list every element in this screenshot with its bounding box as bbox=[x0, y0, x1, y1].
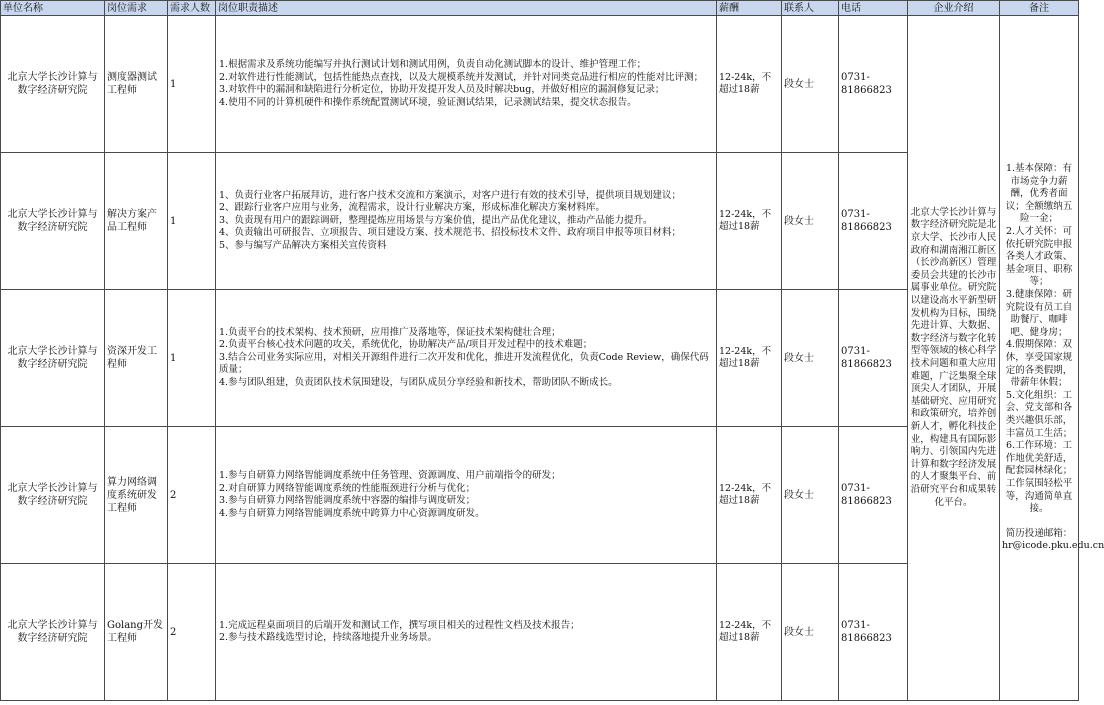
salary-cell: 12-24k，不超过18薪 bbox=[717, 427, 782, 564]
spacer bbox=[1002, 516, 1076, 528]
remark-line: 1.基本保障：有市场竞争力薪酬，优秀者面议；全额缴纳五险一金； bbox=[1005, 163, 1073, 225]
count-cell: 1 bbox=[168, 16, 216, 153]
salary-cell: 12-24k，不超过18薪 bbox=[717, 153, 782, 290]
header-phone: 电话 bbox=[839, 1, 908, 16]
company-intro-cell: 北京大学长沙计算与数字经济研究院是北京大学、长沙市人民政府和湖南湘江新区（长沙高新区）管理委员会共建的长沙市属事业单位。研究院以建设高水平新型研发机构为目标，围绕先进计算、大数据、数字经济与数字化转型等领域的核心科学技术问题和重大应用难题，广泛集聚全球顶尖人才团队，开展基础研究、应用研究和政策研究，培养创新人才，孵化科技企业，构建具有国际影响力、引领国内先进计算和数字经济发展的人才聚集平台、前沿研究平台和成果转化平台。 bbox=[908, 16, 1000, 701]
duty-line: 2.参与技术路线选型讨论，持续落地提升业务场景。 bbox=[219, 632, 438, 643]
duty-line: 4.参与自研算力网络智能调度系统中跨算力中心资源调度研发。 bbox=[219, 507, 485, 519]
email-link[interactable]: hr@icode.pku.edu.cn bbox=[1002, 540, 1104, 552]
phone-cell: 0731-81866823 bbox=[839, 16, 908, 153]
remark-line: 6.工作环境：工作地优美舒适，配套园林绿化；工作氛围轻松平等，沟通简单直接。 bbox=[1005, 440, 1073, 515]
position-cell: 算力网络调度系统研发工程师 bbox=[105, 427, 168, 564]
count-cell: 2 bbox=[168, 427, 216, 564]
duties-cell bbox=[216, 427, 717, 564]
duty-line: 3、负责现有用户的跟踪调研，整理提炼应用场景与方案价值，提出产品优化建议，推动产品能力提升。 bbox=[219, 214, 653, 226]
header-company-intro: 企业介绍 bbox=[908, 1, 1000, 16]
phone-cell: 0731-81866823 bbox=[839, 290, 908, 427]
position-cell: 测度器测试工程师 bbox=[105, 16, 168, 153]
salary-cell: 12-24k，不超过18薪 bbox=[717, 564, 782, 701]
table-row bbox=[1, 16, 1079, 153]
header-row bbox=[1, 1, 1079, 16]
email-label: 简历投递邮箱： bbox=[1005, 527, 1073, 539]
duty-line: 2.负责平台核心技术问题的攻关，系统优化，协助解决产品/项目开发过程中的技术难题； bbox=[219, 339, 593, 351]
remarks-cell bbox=[1000, 16, 1104, 701]
header-unit: 单位名称 bbox=[1, 1, 105, 16]
remark-line: 5.文化组织：工会、党支部和各类兴趣俱乐部，丰富员工生活； bbox=[1005, 389, 1073, 439]
duty-line: 3.对软件中的漏洞和缺陷进行分析定位，协助开发提开发人员及时解决bug，并做好相应的漏洞修复记录； bbox=[219, 84, 665, 95]
duty-line: 3.结合公司业务实际应用，对相关开源组件进行二次开发和优化，推进开发流程优化，负责Code Review，确保代码质量； bbox=[219, 351, 709, 376]
unit-cell: 北京大学长沙计算与数字经济研究院 bbox=[1, 290, 105, 427]
duty-line: 2.对自研算力网络智能调度系统的性能瓶颈进行分析与优化； bbox=[219, 482, 476, 494]
count-cell: 1 bbox=[168, 153, 216, 290]
count-cell: 1 bbox=[168, 290, 216, 427]
phone-cell: 0731-81866823 bbox=[839, 427, 908, 564]
unit-cell: 北京大学长沙计算与数字经济研究院 bbox=[1, 427, 105, 564]
header-salary: 薪酬 bbox=[717, 1, 782, 16]
duty-line: 2.对软件进行性能测试，包括性能热点查找，以及大规模系统并发测试，并针对同类竞品进行相应的性能对比评测； bbox=[219, 71, 704, 83]
duties-cell bbox=[216, 16, 717, 153]
unit-cell: 北京大学长沙计算与数字经济研究院 bbox=[1, 153, 105, 290]
duty-line: 3.参与自研算力网络智能调度系统中容器的编排与调度研发； bbox=[219, 495, 476, 506]
unit-cell: 北京大学长沙计算与数字经济研究院 bbox=[1, 16, 105, 153]
phone-cell: 0731-81866823 bbox=[839, 153, 908, 290]
header-contact: 联系人 bbox=[782, 1, 839, 16]
duty-line: 4、负责输出可研报告、立项报告、项目建设方案、技术规范书、招投标技术文件、政府项目申报等项目材料； bbox=[219, 227, 682, 239]
duty-line: 4.参与团队组建，负责团队技术氛围建设，与团队成员分享经验和新技术，帮助团队不断成长。 bbox=[219, 376, 618, 388]
contact-cell: 段女士 bbox=[782, 153, 839, 290]
duty-line: 1、负责行业客户拓展拜访，进行客户技术交流和方案演示，对客户进行有效的技术引导，提供项目规划建议； bbox=[219, 189, 682, 201]
duty-line: 2、跟踪行业客户应用与业务，流程需求，设计行业解决方案，形成标准化解决方案材料库。 bbox=[219, 202, 606, 214]
duty-line: 1.完成远程桌面项目的后端开发和测试工作，撰写项目相关的过程性文档及技术报告； bbox=[219, 619, 580, 631]
header-position: 岗位需求 bbox=[105, 1, 168, 16]
remark-line: 3.健康保障：研究院设有员工自助餐厅、咖啡吧、健身房； bbox=[1005, 289, 1073, 338]
header-count: 需求人数 bbox=[168, 1, 216, 16]
duties-cell bbox=[216, 153, 717, 290]
contact-cell: 段女士 bbox=[782, 16, 839, 153]
duty-line: 4.使用不同的计算机硬件和操作系统配置测试环境，验证测试结果，记录测试结果，提交状态报告。 bbox=[219, 96, 637, 108]
duties-cell bbox=[216, 290, 717, 427]
contact-cell: 段女士 bbox=[782, 564, 839, 701]
count-cell: 2 bbox=[168, 564, 216, 701]
phone-cell: 0731-81866823 bbox=[839, 564, 908, 701]
duty-line: 1.负责平台的技术架构、技术预研，应用推广及落地等，保证技术架构健壮合理； bbox=[219, 326, 561, 338]
duty-line: 1.根据需求及系统功能编写并执行测试计划和测试用例，负责自动化测试脚本的设计、维护管理工作； bbox=[219, 59, 647, 70]
header-duties: 岗位职责描述 bbox=[216, 1, 717, 16]
remark-line: 4.假期保障：双休，享受国家规定的各类假期，带薪年休假； bbox=[1005, 339, 1073, 389]
position-cell: 解决方案产品工程师 bbox=[105, 153, 168, 290]
salary-cell: 12-24k，不超过18薪 bbox=[717, 290, 782, 427]
duties-cell bbox=[216, 564, 717, 701]
position-cell: 资深开发工程师 bbox=[105, 290, 168, 427]
contact-cell: 段女士 bbox=[782, 427, 839, 564]
duty-line: 5、参与编写产品解决方案相关宣传资料 bbox=[219, 239, 387, 251]
remark-line: 2.人才关怀：可依托研究院申报各类人才政策、基金项目、职称等； bbox=[1005, 226, 1073, 288]
header-remarks: 备注 bbox=[1000, 1, 1079, 16]
contact-cell: 段女士 bbox=[782, 290, 839, 427]
position-cell: Golang开发工程师 bbox=[105, 564, 168, 701]
duty-line: 1.参与自研算力网络智能调度系统中任务管理、资源调度、用户前端指令的研发； bbox=[219, 470, 561, 481]
unit-cell: 北京大学长沙计算与数字经济研究院 bbox=[1, 564, 105, 701]
salary-cell: 12-24k，不超过18薪 bbox=[717, 16, 782, 153]
